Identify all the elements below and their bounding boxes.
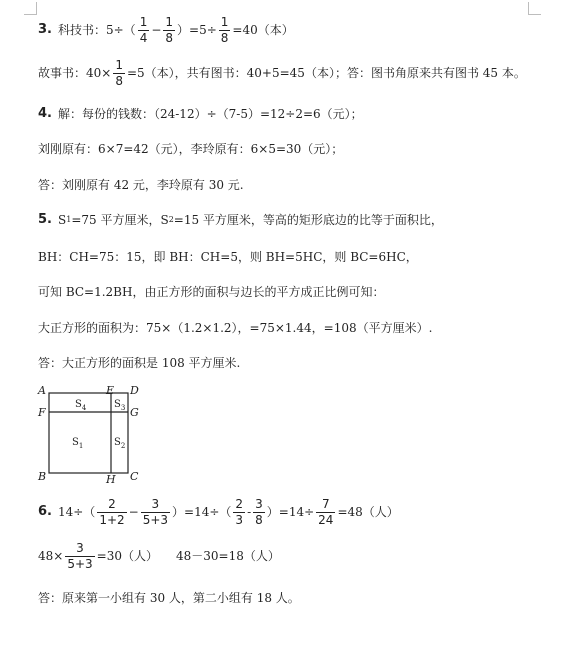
question-number: 3. — [38, 22, 52, 37]
fraction — [316, 497, 335, 528]
q4-line-2 — [38, 131, 343, 167]
denominator: 8 — [115, 73, 123, 88]
region-subscript: 4 — [81, 404, 87, 412]
fraction — [65, 541, 94, 572]
fraction — [141, 497, 170, 528]
text: =15 平方厘米，等高的矩形底边的比等于面积比， — [173, 213, 443, 227]
question-number: 6. — [38, 504, 52, 519]
region-letter: S — [114, 437, 121, 448]
subscript: 1 — [66, 215, 72, 224]
label-H: H — [106, 473, 116, 486]
text: 答：刘刚原有 42 元，李玲原有 30 元. — [38, 178, 244, 192]
label-D: D — [130, 384, 139, 397]
text: =30（人） 48－30=18（人） — [96, 549, 280, 563]
numerator: 2 — [235, 496, 244, 511]
fraction — [138, 15, 150, 46]
q5-line-4 — [38, 310, 432, 346]
operator: − — [151, 23, 162, 37]
text: =5（本），共有图书：40+5=45（本）；答：图书角原来共有图书 45 本。 — [126, 66, 526, 80]
region-subscript: 2 — [120, 442, 126, 450]
page-corner-mark-right — [528, 2, 541, 15]
denominator: 5+3 — [67, 556, 93, 571]
numerator: 3 — [151, 496, 160, 511]
square-diagram — [34, 382, 144, 486]
q3-line-2 — [38, 55, 526, 91]
denominator: 8 — [220, 30, 229, 45]
numerator: 1 — [165, 14, 174, 29]
fraction — [219, 15, 231, 46]
operator: − — [128, 505, 139, 519]
text: BH：CH=75：15，即 BH：CH=5，则 BH=5HC，则 BC=6HC， — [38, 250, 418, 264]
label-G: G — [130, 406, 139, 419]
text: ）=14÷（ — [172, 505, 232, 519]
numerator: 2 — [108, 496, 116, 511]
q6-line-2 — [38, 538, 280, 574]
q3-line-1 — [38, 12, 294, 48]
label-A: A — [38, 384, 46, 397]
fraction — [253, 497, 265, 528]
numerator: 7 — [321, 496, 330, 511]
q4-line-1 — [38, 96, 363, 132]
text: ）=5÷ — [177, 23, 217, 37]
region-subscript: 3 — [120, 404, 126, 412]
text: =40（本） — [232, 23, 294, 37]
question-number: 5. — [38, 212, 52, 227]
subscript: 2 — [168, 215, 174, 224]
label-C: C — [130, 470, 139, 483]
numerator: 1 — [220, 14, 229, 29]
region-letter: S — [72, 437, 79, 448]
numerator: 1 — [139, 14, 148, 29]
q4-line-3 — [38, 167, 244, 203]
q6-line-3 — [38, 580, 300, 616]
text: =75 平方厘米，S — [71, 213, 169, 227]
denominator: 4 — [139, 30, 148, 45]
fraction — [113, 58, 125, 89]
denominator: 1+2 — [99, 512, 125, 527]
text: S — [57, 213, 67, 227]
q5-line-3 — [38, 274, 384, 310]
numerator: 3 — [76, 540, 84, 555]
text: 答：大正方形的面积是 108 平方厘米. — [38, 356, 241, 370]
denominator: 24 — [318, 512, 334, 527]
text: 48× — [38, 549, 64, 563]
text: 大正方形的面积为：75×（1.2×1.2），=75×1.44，=108（平方厘米）. — [38, 321, 433, 335]
numerator: 1 — [115, 57, 123, 72]
q5-line-2 — [38, 239, 418, 275]
page-corner-mark-left — [24, 2, 37, 15]
label-S1 — [72, 437, 83, 450]
text: 可知 BC=1.2BH，由正方形的面积与边长的平方成正比例可知： — [38, 285, 385, 299]
numerator: 3 — [255, 496, 263, 511]
label-S2 — [114, 437, 125, 450]
text: 科技书：5÷（ — [57, 23, 136, 37]
denominator: 8 — [165, 30, 174, 45]
text: ）=14÷ — [266, 505, 315, 519]
text: 解：每份的钱数：（24-12）÷（7-5）=12÷2=6（元）； — [57, 107, 363, 121]
label-F: F — [38, 406, 46, 419]
denominator: 5+3 — [142, 512, 169, 527]
label-B: B — [38, 470, 47, 483]
region-letter: S — [75, 399, 82, 410]
q5-line-1 — [38, 202, 443, 238]
text: 刘刚原有：6×7=42（元），李玲原有：6×5=30（元）； — [38, 142, 344, 156]
fraction — [163, 15, 175, 46]
text: 答：原来第一小组有 30 人，第二小组有 18 人。 — [38, 591, 300, 605]
text: 故事书：40× — [38, 66, 112, 80]
label-S3 — [114, 399, 125, 412]
denominator: 8 — [255, 512, 263, 527]
denominator: 3 — [235, 512, 244, 527]
q5-line-5 — [38, 345, 240, 381]
fraction — [233, 497, 245, 528]
fraction — [97, 497, 126, 528]
region-subscript: 1 — [78, 442, 84, 450]
text: =48（人） — [337, 505, 399, 519]
q6-line-1 — [38, 494, 399, 530]
region-letter: S — [114, 399, 121, 410]
operator: - — [247, 505, 252, 519]
label-S4 — [75, 399, 87, 412]
question-number: 4. — [38, 106, 52, 121]
label-E: E — [106, 384, 115, 397]
text: 14÷（ — [57, 505, 96, 519]
